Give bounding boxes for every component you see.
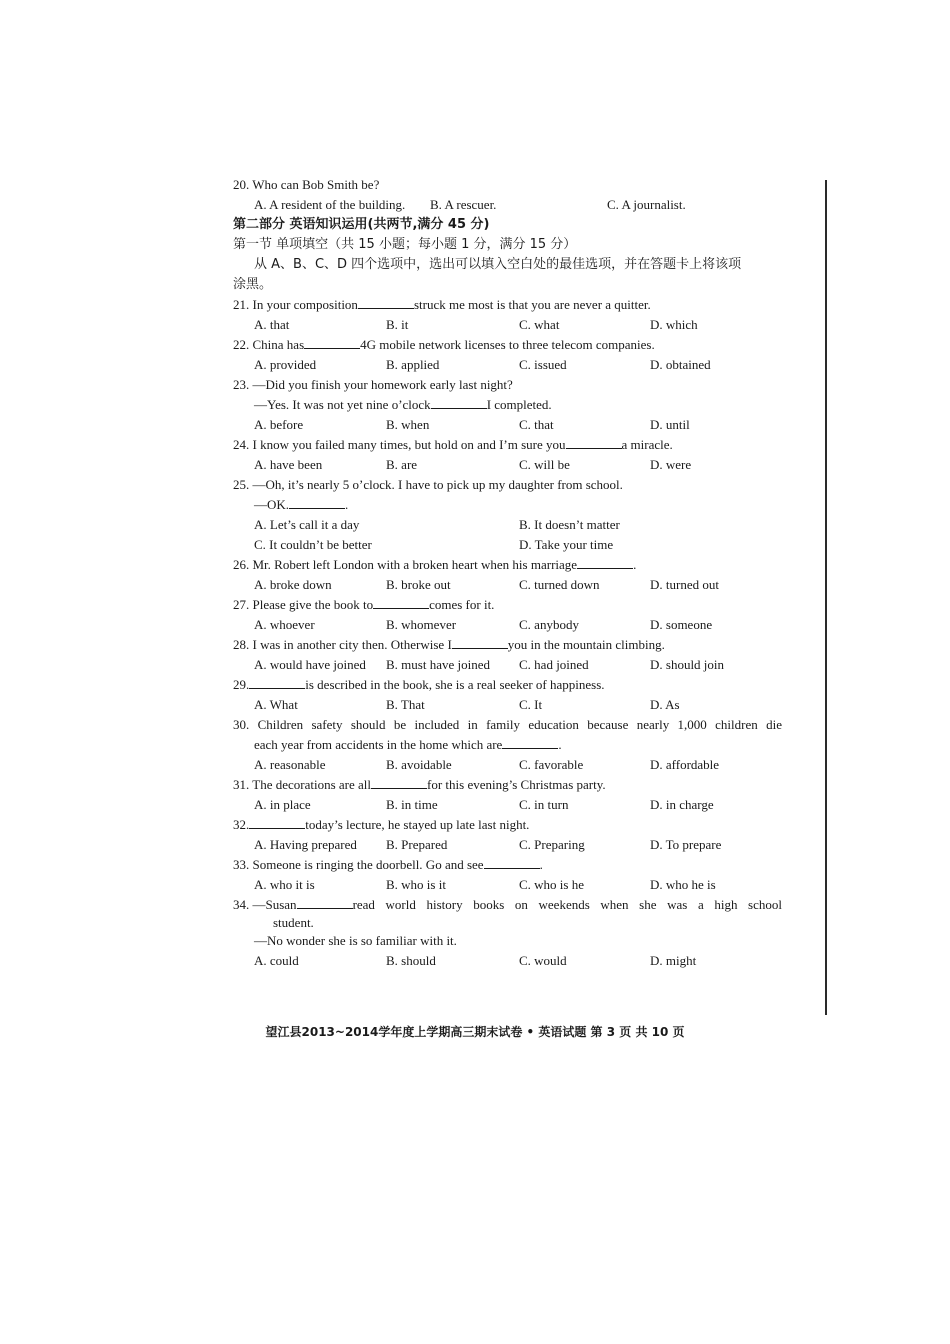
margin-rule <box>825 180 827 1015</box>
answer-blank <box>373 596 429 609</box>
option-d: D. who he is <box>650 877 716 892</box>
option-c: C. It <box>519 697 543 712</box>
question-25-options-row2 <box>233 535 793 555</box>
question-25-reply <box>233 495 793 515</box>
instructions: 从 A、B、C、D 四个选项中，选出可以填入空白处的最佳选项，并在答题卡上将该项 <box>254 257 742 272</box>
question-22-options <box>233 355 793 375</box>
question-30-stem-cont <box>233 735 793 755</box>
stem-text: 27. Please give the book to <box>233 597 374 612</box>
option-a: A. provided <box>254 357 317 372</box>
question-34-stem-cont: student. <box>273 915 314 930</box>
option-d: D. As <box>650 697 680 712</box>
stem-text: 33. Someone is ringing the doorbell. Go and see <box>233 857 484 872</box>
option-a: A. A resident of the building. <box>254 197 406 212</box>
option-d: D. should join <box>650 657 725 672</box>
option-b: B. avoidable <box>386 757 452 772</box>
instructions-cont: 涂黑。 <box>233 277 273 292</box>
option-a: A. that <box>254 317 290 332</box>
question-33-options <box>233 875 793 895</box>
option-c: C. had joined <box>519 657 589 672</box>
option-c: C. that <box>519 417 554 432</box>
stem-text: 4G mobile network licenses to three telecom companies. <box>360 337 655 352</box>
option-a: A. Let’s call it a day <box>254 517 360 532</box>
question-25-stem: 25. —Oh, it’s nearly 5 o’clock. I have to pick up my daughter from school. <box>233 477 623 492</box>
question-20-stem: 20. Who can Bob Smith be? <box>233 177 380 192</box>
answer-blank <box>566 436 622 449</box>
stem-text: you in the mountain climbing. <box>507 637 665 652</box>
option-d: D. until <box>650 417 690 432</box>
stem-text: . <box>633 557 637 572</box>
stem-text: 21. In your composition <box>233 297 358 312</box>
stem-text-post: read world history books on weekends when she was a high school <box>352 897 782 912</box>
stem-text: 22. China has <box>233 337 305 352</box>
stem-text: 26. Mr. Robert left London with a broken heart when his marriage <box>233 557 578 572</box>
option-d: D. turned out <box>650 577 719 592</box>
option-a: A. would have joined <box>254 657 366 672</box>
option-a: A. before <box>254 417 304 432</box>
option-a: A. have been <box>254 457 323 472</box>
question-29-stem <box>233 675 793 695</box>
answer-blank <box>502 736 558 749</box>
question-34-stem <box>233 895 782 915</box>
stem-text: I completed. <box>486 397 552 412</box>
answer-blank <box>289 496 345 509</box>
option-c: C. who is he <box>519 877 584 892</box>
option-d: D. obtained <box>650 357 711 372</box>
stem-text: each year from accidents in the home which are <box>254 737 503 752</box>
option-c: C. will be <box>519 457 570 472</box>
question-29-options <box>233 695 793 715</box>
question-28-stem <box>233 635 793 655</box>
option-b: B. That <box>386 697 425 712</box>
option-c: C. anybody <box>519 617 579 632</box>
option-d: D. someone <box>650 617 713 632</box>
answer-blank <box>249 816 305 829</box>
question-26-options <box>233 575 793 595</box>
option-b: B. who is it <box>386 877 446 892</box>
stem-text <box>233 895 353 915</box>
option-c: C. A journalist. <box>607 197 686 212</box>
question-26-stem <box>233 555 793 575</box>
question-30-options <box>233 755 793 775</box>
question-30-stem: 30. Children safety should be included in family education because nearly 1,000 children die <box>233 717 782 732</box>
stem-text: 29. <box>233 677 250 692</box>
question-21-stem <box>233 295 793 315</box>
option-b: B. are <box>386 457 418 472</box>
option-b: B. when <box>386 417 430 432</box>
option-d: D. which <box>650 317 698 332</box>
stem-text-pre: 34. —Susan <box>233 897 297 912</box>
option-b: B. should <box>386 953 436 968</box>
stem-text: . <box>558 737 562 752</box>
stem-text: comes for it. <box>429 597 495 612</box>
question-27-options <box>233 615 793 635</box>
stem-text: struck me most is that you are never a quitter. <box>413 297 651 312</box>
answer-blank <box>484 856 540 869</box>
option-c: C. would <box>519 953 567 968</box>
question-32-options <box>233 835 793 855</box>
question-28-options <box>233 655 793 675</box>
option-b: B. whomever <box>386 617 457 632</box>
answer-blank <box>249 676 305 689</box>
question-24-stem <box>233 435 793 455</box>
stem-text: 32. <box>233 817 250 832</box>
question-25-options-row1 <box>233 515 793 535</box>
option-c: C. favorable <box>519 757 584 772</box>
option-a: A. broke down <box>254 577 332 592</box>
option-d: D. might <box>650 953 697 968</box>
question-24-options <box>233 455 793 475</box>
question-22-stem <box>233 335 793 355</box>
option-d: D. affordable <box>650 757 720 772</box>
question-32-stem <box>233 815 793 835</box>
stem-text: a miracle. <box>621 437 673 452</box>
option-a: A. whoever <box>254 617 315 632</box>
question-27-stem <box>233 595 793 615</box>
option-a: A. reasonable <box>254 757 326 772</box>
answer-blank <box>431 396 487 409</box>
question-31-options <box>233 795 793 815</box>
question-31-stem <box>233 775 793 795</box>
option-b: B. must have joined <box>386 657 490 672</box>
answer-blank <box>452 636 508 649</box>
option-b: B. A rescuer. <box>430 197 497 212</box>
option-d: D. Take your time <box>519 537 614 552</box>
option-d: D. To prepare <box>650 837 722 852</box>
option-c: C. Preparing <box>519 837 585 852</box>
stem-text: for this evening’s Christmas party. <box>427 777 606 792</box>
option-c: C. turned down <box>519 577 600 592</box>
question-21-options <box>233 315 793 335</box>
question-34-options <box>233 951 793 971</box>
answer-blank <box>304 336 360 349</box>
exam-content <box>233 175 793 971</box>
stem-text: 28. I was in another city then. Otherwise I <box>233 637 452 652</box>
part2-heading: 第二部分 英语知识运用(共两节,满分 45 分) <box>233 217 490 232</box>
stem-text: —OK. <box>254 497 290 512</box>
option-d: D. in charge <box>650 797 714 812</box>
question-20-options <box>233 195 793 215</box>
stem-text: . <box>539 857 543 872</box>
stem-text: —Yes. It was not yet nine o’clock <box>254 397 431 412</box>
option-b: B. it <box>386 317 409 332</box>
option-a: A. who it is <box>254 877 315 892</box>
question-23-options <box>233 415 793 435</box>
option-c: C. what <box>519 317 560 332</box>
option-b: B. applied <box>386 357 440 372</box>
option-c: C. issued <box>519 357 567 372</box>
stem-text: today’s lecture, he stayed up late last night. <box>305 817 530 832</box>
option-a: A. Having prepared <box>254 837 357 852</box>
answer-blank <box>297 896 353 909</box>
stem-text: is described in the book, she is a real seeker of happiness. <box>305 677 605 692</box>
option-b: B. It doesn’t matter <box>519 517 620 532</box>
answer-blank <box>371 776 427 789</box>
page-footer: 望江县2013~2014学年度上学期高三期末试卷 • 英语试题 第 3 页 共 10 页 <box>265 1025 685 1039</box>
option-b: B. Prepared <box>386 837 448 852</box>
option-a: A. What <box>254 697 298 712</box>
option-d: D. were <box>650 457 692 472</box>
question-23-stem: 23. —Did you finish your homework early last night? <box>233 377 513 392</box>
option-c: C. in turn <box>519 797 569 812</box>
question-33-stem <box>233 855 793 875</box>
stem-text: 31. The decorations are all <box>233 777 372 792</box>
stem-text: . <box>345 497 349 512</box>
answer-blank <box>577 556 633 569</box>
option-a: A. in place <box>254 797 311 812</box>
option-c: C. It couldn’t be better <box>254 537 372 552</box>
option-b: B. broke out <box>386 577 451 592</box>
question-23-reply <box>233 395 793 415</box>
option-b: B. in time <box>386 797 438 812</box>
option-a: A. could <box>254 953 299 968</box>
section1-heading: 第一节 单项填空（共 15 小题；每小题 1 分，满分 15 分） <box>233 237 577 252</box>
answer-blank <box>358 296 414 309</box>
stem-text: 24. I know you failed many times, but hold on and I’m sure you <box>233 437 566 452</box>
question-34-reply: —No wonder she is so familiar with it. <box>254 933 457 948</box>
